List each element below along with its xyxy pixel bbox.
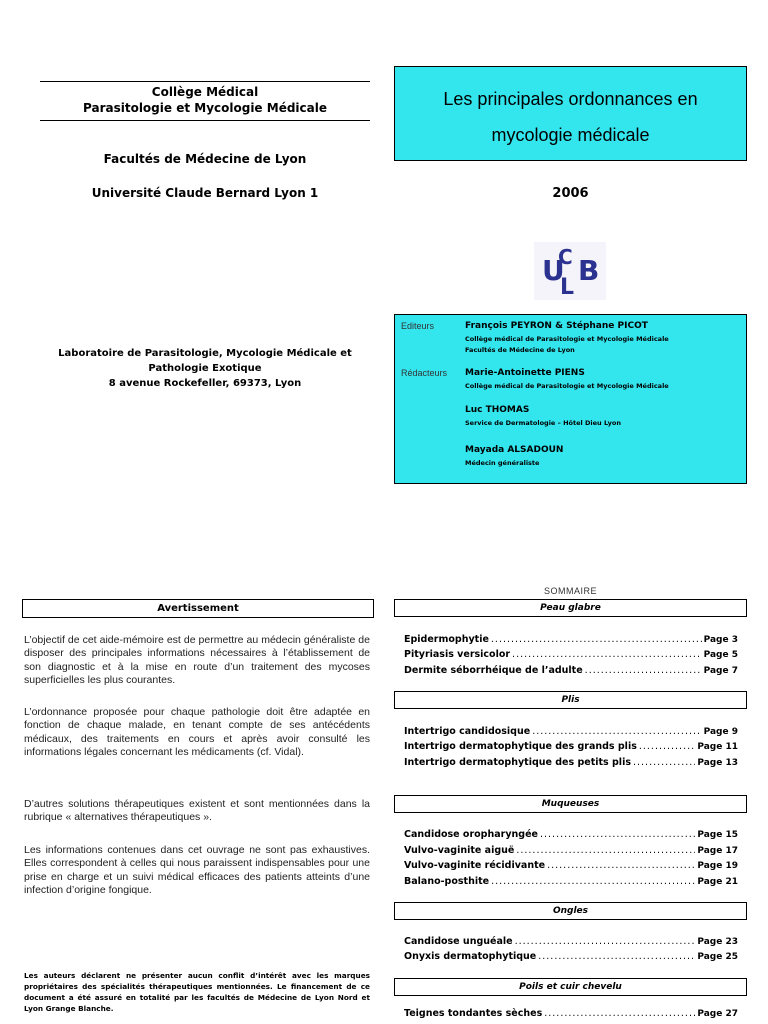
toc-section-title: Plis [394,691,747,709]
toc-entry[interactable] [404,829,738,840]
warning-paragraph: D’autres solutions thérapeutiques existent et sont mentionnées dans la rubrique « alternatives thérapeutiques ». [24,798,370,824]
toc-leader [540,829,695,840]
college-line-1: Collège Médical [151,85,259,99]
toc-entry[interactable] [404,649,738,660]
title-line-2: mycologie médicale [491,125,650,145]
toc-leader [532,726,701,737]
title-box [394,66,747,161]
writer-name: Luc THOMAS [465,405,530,415]
year: 2006 [552,186,589,201]
toc-entry[interactable] [404,757,738,768]
writer-affiliation: Médecin généraliste [465,459,540,467]
writer-name: Marie-Antoinette PIENS [465,368,585,378]
warning-paragraph: Les informations contenues dans cet ouvrage ne sont pas exhaustives. Elles correspondent à celles qui nous paraissent indispensables pour une prise en charge et un suivi médical efficaces des patients atteints d’une infection d’origine fongique. [24,844,370,896]
toc-entry[interactable] [404,634,738,645]
editor-affiliation-2: Facultés de Médecine de Lyon [465,346,575,354]
warning-title: Avertissement [22,599,374,618]
toc-entry-page: Page 15 [697,830,738,840]
toc-entry-label: Epidermophytie [404,634,489,645]
lab-line-3: 8 avenue Rockefeller, 69373, Lyon [108,378,302,389]
toc-entry-page: Page 3 [703,635,738,645]
editors-box [394,314,747,484]
header-bottom-rule [40,120,370,121]
toc-entry-label: Intertrigo candidosique [404,726,531,737]
toc-leader [585,665,702,676]
editor-affiliation: Collège médical de Parasitologie et Mycologie Médicale [465,335,669,343]
toc-section-title: Muqueuses [394,795,747,813]
toc-entry-label: Intertrigo dermatophytique des petits plis [404,757,631,768]
toc-entry-page: Page 27 [697,1009,738,1019]
lab-line-2: Pathologie Exotique [148,363,262,374]
toc-entry-label: Teignes tondantes sèches [404,1008,543,1019]
toc-leader [491,634,702,645]
toc-leader [516,845,695,856]
toc-heading: SOMMAIRE [543,586,597,596]
university-name: Université Claude Bernard Lyon 1 [91,186,319,200]
toc-entry-page: Page 19 [697,861,738,871]
toc-entry-label: Balano-posthite [404,876,490,887]
toc-entry-page: Page 25 [697,952,738,962]
toc-entry-label: Candidose unguéale [404,936,513,947]
toc-leader [633,757,695,768]
toc-leader [544,1008,695,1019]
toc-entry[interactable] [404,665,738,676]
toc-entry[interactable] [404,876,738,887]
toc-entry-page: Page 7 [703,666,738,676]
disclaimer: Les auteurs déclarent ne présenter aucun conflit d’intérêt avec les marques propriétaires des spécialités thérapeutiques mentionnées. Le financement de ce document a été assuré en totalité par les facultés de Médecine de Lyon Nord et Lyon Grange Blanche. [24,971,370,1013]
toc-section-title: Peau glabre [394,599,747,617]
toc-leader [639,741,696,752]
toc-entry[interactable] [404,845,738,856]
toc-entry-label: Onyxis dermatophytique [404,951,537,962]
lab-address [40,346,370,391]
toc-entry-page: Page 5 [703,650,738,660]
toc-entry-label: Intertrigo dermatophytique des grands plis [404,741,637,752]
ucbl-logo-icon [534,242,606,300]
toc-entry-page: Page 21 [697,877,738,887]
faculty-name: Facultés de Médecine de Lyon [103,152,307,166]
toc-entry-page: Page 9 [703,727,738,737]
toc-entry-page: Page 11 [697,742,738,752]
toc-entry[interactable] [404,936,738,947]
role-editors: Editeurs [401,321,435,331]
toc-entry-page: Page 13 [697,758,738,768]
writer-name: Mayada ALSADOUN [465,445,564,455]
toc-entry-page: Page 17 [697,846,738,856]
svg-text:C: C [558,245,573,269]
svg-text:U: U [542,254,565,287]
toc-leader [512,649,702,660]
writer-affiliation: Collège médical de Parasitologie et Mycologie Médicale [465,382,669,390]
toc-entry[interactable] [404,951,738,962]
writer-affiliation: Service de Dermatologie – Hôtel Dieu Lyon [465,419,621,427]
warning-paragraph: L’objectif de cet aide-mémoire est de permettre au médecin généraliste de disposer des principales informations nécessaires à l’établissement de son diagnostic et à la mise en route d’un traitement des mycoses superficielles les plus courantes. [24,634,370,686]
warning-paragraph: L’ordonnance proposée pour chaque pathologie doit être adaptée en fonction de chaque malade, en tenant compte de ses antécédents médicaux, des traitements en cours et après avoir consulté les informations légales concernant les médicaments (cf. Vidal). [24,706,370,758]
header-top-rule [40,81,370,82]
toc-entry[interactable] [404,741,738,752]
college-title [40,84,370,116]
toc-entry[interactable] [404,726,738,737]
toc-leader [538,951,695,962]
svg-text:L: L [560,275,575,300]
toc-entry-label: Candidose oropharyngée [404,829,538,840]
toc-entry-label: Vulvo-vaginite aiguë [404,845,515,856]
toc-entry-page: Page 23 [697,937,738,947]
toc-section-title: Poils et cuir chevelu [394,978,747,996]
lab-line-1: Laboratoire de Parasitologie, Mycologie Médicale et [58,348,352,359]
toc-entry-label: Dermite séborrhéique de l’adulte [404,665,583,676]
toc-entry-label: Vulvo-vaginite récidivante [404,860,546,871]
college-line-2: Parasitologie et Mycologie Médicale [83,101,327,115]
toc-leader [491,876,695,887]
editor-name: François PEYRON & Stéphane PICOT [465,321,648,331]
toc-entry[interactable] [404,860,738,871]
title-line-1: Les principales ordonnances en [443,89,698,109]
toc-entry[interactable] [404,1008,738,1019]
svg-text:B: B [578,254,600,287]
role-writers: Rédacteurs [401,368,448,378]
toc-leader [547,860,695,871]
toc-section-title: Ongles [394,902,747,920]
toc-entry-label: Pityriasis versicolor [404,649,511,660]
toc-leader [515,936,696,947]
